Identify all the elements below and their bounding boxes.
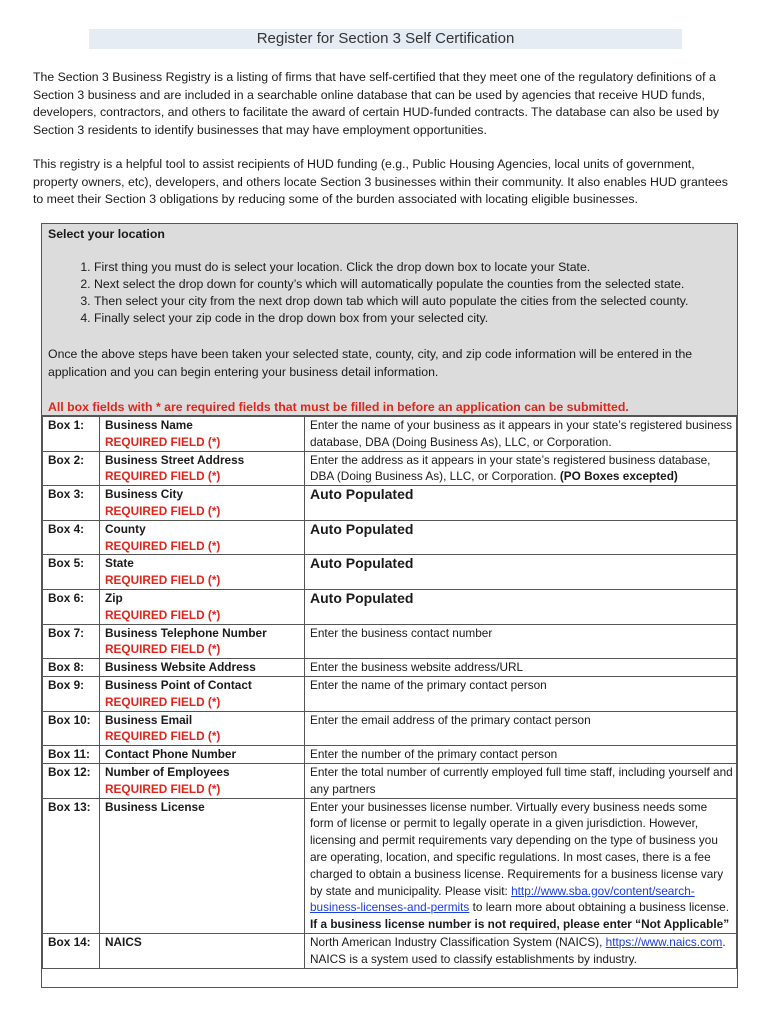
- field-name: Number of Employees REQUIRED FIELD (*): [100, 763, 305, 798]
- field-description: Enter the name of your business as it appears in your state’s registered business database, DBA (Doing Business As), LLC, or Corporation.: [305, 417, 737, 452]
- table-row: [43, 659, 737, 677]
- box-label: Box 9:: [43, 676, 100, 711]
- location-step: 1. First thing you must do is select your location. Click the drop down box to locate your State.: [94, 259, 734, 276]
- table-row: [43, 676, 737, 711]
- required-label: REQUIRED FIELD (*): [105, 642, 221, 657]
- location-step: 4. Finally select your zip code in the drop down box from your selected city.: [94, 310, 734, 327]
- field-description: Enter your businesses license number. Virtually every business needs some form of license or permit to legally operate in a given jurisdiction. However, licensing and permit requirements vary depending on the type of business you are operating, location, and specific regulations. In most cases, there is a fee charged to obtain a business license. Requirements for a business license vary by state and municipality. Please visit: http://www.sba.gov/content/search-business-licenses-and-permits to learn more about obtaining a business license. If a business license number is not required, please enter “Not Applicable”: [305, 798, 737, 933]
- box-label: Box 6:: [43, 589, 100, 624]
- location-step: 3. Then select your city from the next drop down tab which will auto populate the cities from the selected county.: [94, 293, 734, 310]
- required-label: REQUIRED FIELD (*): [105, 694, 221, 709]
- field-description: Auto Populated: [305, 589, 737, 624]
- field-description: Enter the number of the primary contact person: [305, 746, 737, 764]
- required-fields-note: All box fields with * are required fields that must be filled in before an application can be submitted.: [48, 400, 629, 414]
- field-name: Business City REQUIRED FIELD (*): [100, 486, 305, 521]
- table-row: [43, 555, 737, 590]
- required-label: REQUIRED FIELD (*): [105, 573, 221, 588]
- field-description: Enter the address as it appears in your state’s registered business database, DBA (Doing Business As), LLC, or Corporation. (PO Boxes excepted): [305, 451, 737, 486]
- table-row: [43, 624, 737, 659]
- field-description: Auto Populated: [305, 555, 737, 590]
- field-description: Auto Populated: [305, 486, 737, 521]
- field-name: Business License: [100, 798, 305, 933]
- naics-link[interactable]: https://www.naics.com: [605, 934, 723, 949]
- sba-license-link[interactable]: http://www.sba.gov/content/search-business-licenses-and-permits: [310, 883, 695, 915]
- box-label: Box 11:: [43, 746, 100, 764]
- required-label: REQUIRED FIELD (*): [105, 781, 221, 796]
- required-label: REQUIRED FIELD (*): [105, 434, 221, 449]
- required-label: REQUIRED FIELD (*): [105, 729, 221, 744]
- table-row: [43, 451, 737, 486]
- intro-paragraph-2: This registry is a helpful tool to assist recipients of HUD funding (e.g., Public Housing Agencies, local units of government, property owners, etc), developers, and others locate Section 3 businesses within their community. It also enables HUD grantees to meet their Section 3 obligations by reducing some of the burden associated with locating eligible businesses.: [33, 157, 728, 206]
- field-name: Contact Phone Number: [100, 746, 305, 764]
- field-name: Business Website Address: [100, 659, 305, 677]
- required-label: REQUIRED FIELD (*): [105, 538, 221, 553]
- field-description: Enter the business contact number: [305, 624, 737, 659]
- table-row: [43, 520, 737, 555]
- table-row: [43, 711, 737, 746]
- location-instructions: [42, 224, 737, 416]
- required-label: REQUIRED FIELD (*): [105, 503, 221, 518]
- box-label: Box 2:: [43, 451, 100, 486]
- box-label: Box 5:: [43, 555, 100, 590]
- location-after-text: Once the above steps have been taken your selected state, county, city, and zip code information will be entered in the application and you can begin entering your business detail information.: [48, 347, 693, 379]
- field-description: Enter the business website address/URL: [305, 659, 737, 677]
- field-description: Auto Populated: [305, 520, 737, 555]
- table-row: [43, 486, 737, 521]
- table-row: [43, 589, 737, 624]
- required-label: REQUIRED FIELD (*): [105, 469, 221, 484]
- box-label: Box 12:: [43, 763, 100, 798]
- location-steps: [48, 259, 734, 327]
- field-name: County REQUIRED FIELD (*): [100, 520, 305, 555]
- location-step: 2. Next select the drop down for county’s which will automatically populate the counties from the selected state.: [94, 276, 734, 293]
- table-row: [43, 798, 737, 933]
- field-name: Business Email REQUIRED FIELD (*): [100, 711, 305, 746]
- table-row: [43, 933, 737, 968]
- box-label: Box 14:: [43, 933, 100, 968]
- location-heading: Select your location: [48, 227, 165, 241]
- field-name: Business Telephone Number REQUIRED FIELD (*): [100, 624, 305, 659]
- field-name: Business Point of Contact REQUIRED FIELD (*): [100, 676, 305, 711]
- required-label: REQUIRED FIELD (*): [105, 607, 221, 622]
- box-label: Box 1:: [43, 417, 100, 452]
- page-title: Register for Section 3 Self Certification: [89, 29, 682, 49]
- box-label: Box 3:: [43, 486, 100, 521]
- box-label: Box 8:: [43, 659, 100, 677]
- box-label: Box 13:: [43, 798, 100, 933]
- field-table: [42, 416, 737, 969]
- field-name: Zip REQUIRED FIELD (*): [100, 589, 305, 624]
- field-name: Business Name REQUIRED FIELD (*): [100, 417, 305, 452]
- table-row: [43, 746, 737, 764]
- box-label: Box 10:: [43, 711, 100, 746]
- registration-form-box: [41, 223, 738, 988]
- field-description: Enter the name of the primary contact person: [305, 676, 737, 711]
- box-label: Box 4:: [43, 520, 100, 555]
- table-row: [43, 417, 737, 452]
- field-description: North American Industry Classification System (NAICS), https://www.naics.com. NAICS is a system used to classify establishments by industry.: [305, 933, 737, 968]
- field-name: NAICS: [100, 933, 305, 968]
- field-description: Enter the email address of the primary contact person: [305, 711, 737, 746]
- field-name: State REQUIRED FIELD (*): [100, 555, 305, 590]
- field-name: Business Street Address REQUIRED FIELD (*): [100, 451, 305, 486]
- intro-paragraph-1: The Section 3 Business Registry is a listing of firms that have self-certified that they meet one of the regulatory definitions of a Section 3 business and are included in a searchable online database that can be used by agencies that receive HUD funds, developers, contractors, and others to facilitate the award of certain HUD-funded contracts. The database can also be used by Section 3 residents to identify businesses that may have employment opportunities.: [33, 70, 720, 137]
- field-description: Enter the total number of currently employed full time staff, including yourself and any partners: [305, 763, 737, 798]
- box-label: Box 7:: [43, 624, 100, 659]
- table-row: [43, 763, 737, 798]
